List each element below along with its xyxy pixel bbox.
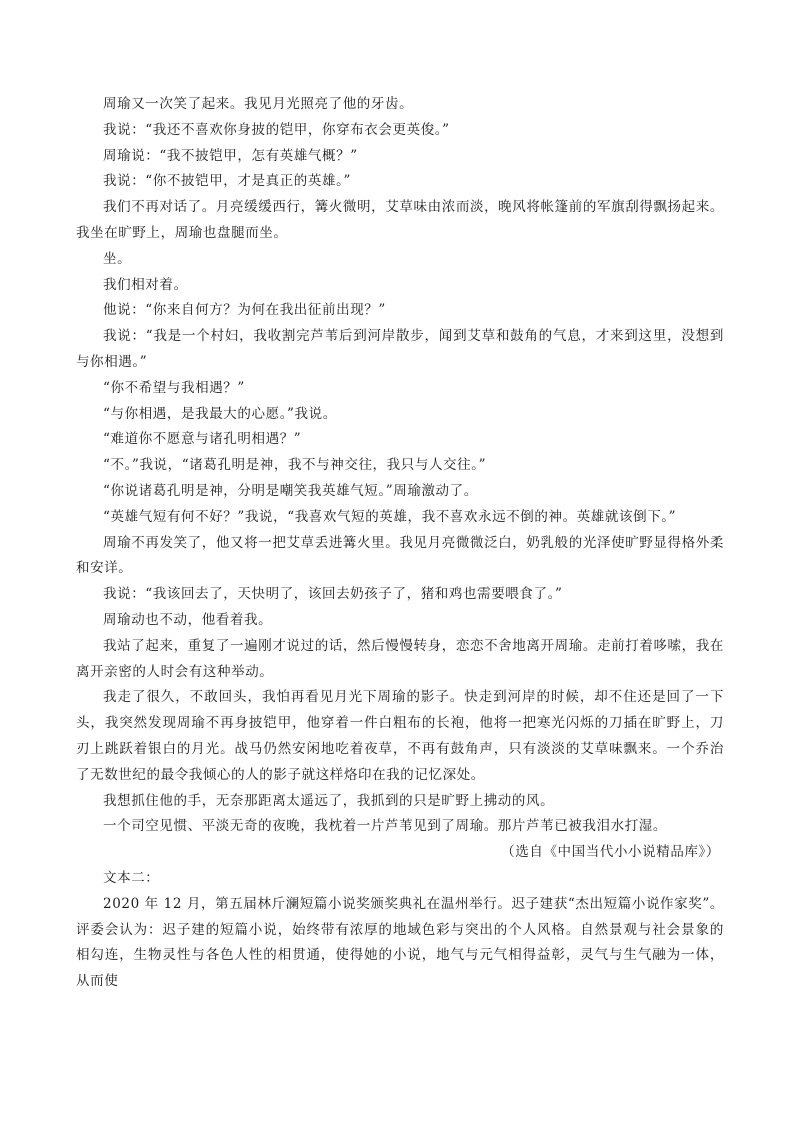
paragraph: “不。”我说，“诸葛孔明是神，我不与神交往，我只与人交往。” xyxy=(103,457,487,474)
paragraph: 我说：“你不披铠甲，才是真正的英雄。” xyxy=(103,173,351,190)
paragraph: “与你相遇，是我最大的心愿。”我说。 xyxy=(103,405,337,422)
paragraph: 我说：“我是一个村妇，我收割完芦苇后到河岸散步，闻到艾草和鼓角的气息，才来到这里，没想到与你相遇。” xyxy=(76,328,724,370)
section-label: 文本二： xyxy=(103,869,160,886)
document-body xyxy=(76,92,724,995)
paragraph: “你说诸葛孔明是神，分明是嘲笑我英雄气短。”周瑜激动了。 xyxy=(103,482,478,499)
paragraph: “你不希望与我相遇？” xyxy=(103,379,245,396)
paragraph: 坐。 xyxy=(103,250,132,267)
paragraph: 我站了起来，重复了一遍刚才说过的话，然后慢慢转身，恋恋不舍地离开周瑜。走前打着哆嗦，我在离开亲密的人时会有这种举动。 xyxy=(76,637,724,680)
paragraph: 一个司空见惯、平淡无奇的夜晚，我枕着一片芦苇见到了周瑜。那片芦苇已被我泪水打湿。 xyxy=(103,818,667,835)
paragraph: 他说：“你来自何方？为何在我出征前出现？” xyxy=(103,302,386,319)
paragraph: 2020 年 12 月，第五届林斤澜短篇小说奖颁奖典礼在温州举行。迟子建获“杰出短篇小说作家奖”。评委会认为：迟子建的短篇小说，始终带有浓厚的地域色彩与突出的个人风格。自然景观与社会景象的相勾连，生物灵性与各色人性的相贯通，使得她的小说，地气与元气相得益彰，灵气与生气融为一体，从而使 xyxy=(76,895,724,990)
paragraph: 我说：“我该回去了，天快明了，该回去奶孩子了，猪和鸡也需要喂食了。” xyxy=(103,586,563,603)
paragraph: “英雄气短有何不好？”我说，“我喜欢气短的英雄，我不喜欢永远不倒的神。英雄就该倒下。” xyxy=(103,508,677,525)
paragraph: “难道你不愿意与诸孔明相遇？” xyxy=(103,431,302,448)
source-citation: （选自《中国当代小小说精品库》） xyxy=(501,844,720,861)
paragraph: 周瑜说：“我不披铠甲，怎有英雄气概？” xyxy=(103,147,358,164)
paragraph: 我说：“我还不喜欢你身披的铠甲，你穿布衣会更英俊。” xyxy=(103,121,450,138)
paragraph: 周瑜不再发笑了，他又将一把艾草丢进篝火里。我见月亮微微泛白，奶乳般的光泽使旷野显得格外柔和安详。 xyxy=(76,534,724,577)
paragraph: 我想抓住他的手，无奈那距离太遥远了，我抓到的只是旷野上拂动的风。 xyxy=(103,792,555,809)
paragraph: 我走了很久，不敢回头，我怕再看见月光下周瑜的影子。快走到河岸的时候，却不住还是回了一下头，我突然发现周瑜不再身披铠甲，他穿着一件白粗布的长袍，他将一把寒光闪烁的刀插在旷野上，刀刃上跳跃着银白的月光。战马仍然安闲地吃着夜草，不再有鼓角声，只有淡淡的艾草味飘来。一个乔治了无数世纪的最令我倾心的人的影子就这样烙印在我的记忆深处。 xyxy=(76,689,724,783)
paragraph: 我们相对着。 xyxy=(103,276,188,293)
paragraph: 周瑜动也不动，他看着我。 xyxy=(103,611,273,628)
paragraph: 我们不再对话了。月亮缓缓西行，篝火微明，艾草味由浓而淡，晚风将帐篷前的军旗刮得飘扬起来。我坐在旷野上，周瑜也盘腿而坐。 xyxy=(76,199,724,241)
paragraph: 周瑜又一次笑了起来。我见月光照亮了他的牙齿。 xyxy=(103,96,414,112)
